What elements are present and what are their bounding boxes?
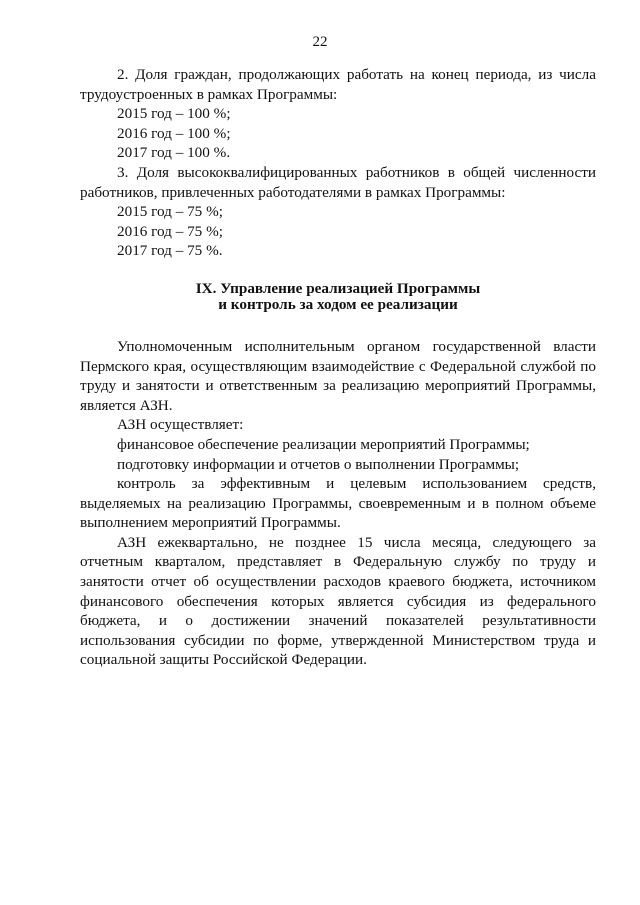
section-list-item: финансовое обеспечение реализации мероприятий Программы; (117, 435, 530, 453)
section-paragraph: АЗН осуществляет: (117, 416, 244, 434)
item-3-text: 3. Доля высококвалифицированных работников в общей численности работников, привлеченных работодателями в рамках Программы: (80, 163, 596, 201)
item-2-value-2015: 2015 год – 100 %; (117, 105, 231, 123)
section-heading-line-1: IX. Управление реализацией Программы (195, 279, 481, 297)
item-2-value-2017: 2017 год – 100 %. (117, 144, 231, 162)
document-body (80, 65, 596, 670)
item-3-value-2017: 2017 год – 75 %. (117, 242, 223, 260)
section-list-item: подготовку информации и отчетов о выполнении Программы; (117, 455, 520, 473)
page-number: 22 (312, 34, 328, 50)
item-3-value-2015: 2015 год – 75 %; (117, 203, 223, 221)
item-2-text: 2. Доля граждан, продолжающих работать на конец периода, из числа трудоустроенных в рамках Программы: (80, 66, 596, 103)
section-heading (80, 281, 596, 313)
section-heading-line-2: и контроль за ходом ее реализации (218, 295, 458, 313)
section-paragraph: Уполномоченным исполнительным органом государственной власти Пермского края, осуществляющим взаимодействие с Федеральной службой по труду и занятости и ответственным за реализацию мероприятий Программы, является АЗН. (80, 337, 596, 414)
item-3-value-2016: 2016 год – 75 %; (117, 222, 223, 240)
section-paragraph: АЗН ежеквартально, не позднее 15 числа месяца, следующего за отчетным кварталом, представляет в Федеральную службу по труду и занятости отчет об осуществлении расходов краевого бюджета, источником финансового обеспечения которых является субсидия из федерального бюджета, и о достижении значений показателей результативности использования субсидии по форме, утвержденной Министерством труда и социальной защиты Российской Федерации. (80, 533, 596, 669)
item-2-value-2016: 2016 год – 100 %; (117, 124, 231, 142)
section-list-item: контроль за эффективным и целевым использованием средств, выделяемых на реализацию Программы, своевременным и в полном объеме выполнением мероприятий Программы. (80, 475, 596, 532)
